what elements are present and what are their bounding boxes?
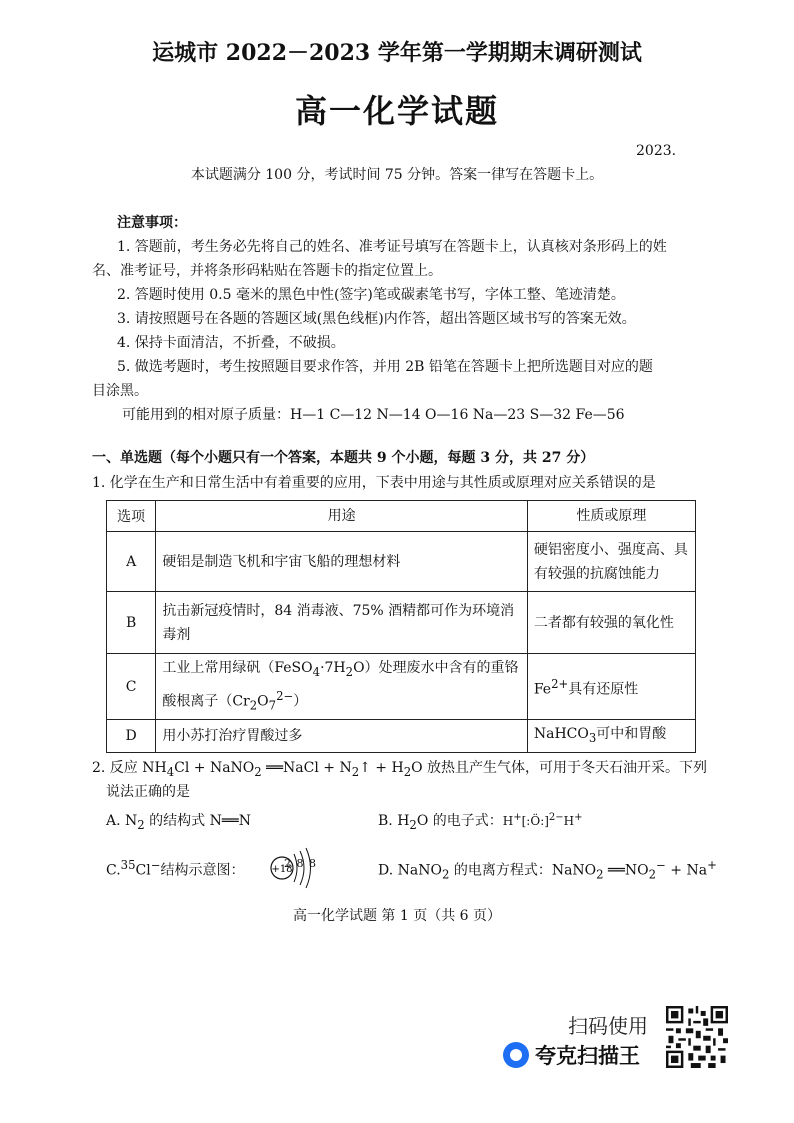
table-header-row: [107, 501, 696, 532]
exam-intro: 本试题满分 100 分，考试时间 75 分钟。答案一律写在答题卡上。: [190, 167, 604, 183]
scan-to-use-text: 扫码使用: [568, 1014, 648, 1038]
q1-stem: 1. 化学在生产和日常生活中有着重要的应用，下表中用途与其性质或原理对应关系错误的是: [92, 475, 656, 491]
notice-item-1-line-1: 1. 答题前，考生务必先将自己的姓名、准考证号填写在答题卡上，认真核对条形码上的姓: [117, 239, 667, 255]
table-row: [107, 592, 696, 654]
notice-item-5-line-2: 目涂黑。: [92, 383, 148, 399]
atomic-masses: 可能用到的相对原子质量：H—1 C—12 N—14 O—16 Na—23 S—32 Fe—56: [122, 407, 625, 423]
notice-item-1-line-2: 名、准考证号，并将条形码粘贴在答题卡的指定位置上。: [92, 263, 442, 279]
col-header-property: 性质或原理: [527, 501, 695, 532]
brand-logo-icon: [503, 1042, 529, 1068]
row-d-option: D: [107, 720, 156, 753]
brand-watermark: [503, 1040, 640, 1070]
notice-item-2: 2. 答题时使用 0.5 毫米的黑色中性(签字)笔或碳素笔书写，字体工整、笔迹清楚。: [117, 287, 625, 303]
col-header-use: 用途: [156, 501, 528, 532]
notice-item-3: 3. 请按照题号在各题的答题区域(黑色线框)内作答，超出答题区域书写的答案无效。: [117, 311, 636, 327]
q1-table: [106, 500, 696, 753]
table-row: [107, 654, 696, 720]
row-a-use: 硬铝是制造飞机和宇宙飞船的理想材料: [156, 532, 528, 592]
row-a-property: 硬铝密度小、强度高、具有较强的抗腐蚀能力: [527, 532, 695, 592]
table-row: [107, 720, 696, 753]
section-heading: 一、单选题（每个小题只有一个答案，本题共 9 个小题，每题 3 分，共 27 分）: [92, 450, 595, 466]
q2-option-d: D. NaNO$_2$ 的电离方程式：NaNO$_2$ $══NO_2^- + Na^+$: [378, 858, 717, 882]
row-b-use: 抗击新冠疫情时，84 消毒液、75% 酒精都可作为环境消毒剂: [156, 592, 528, 654]
notice-item-4: 4. 保持卡面清洁，不折叠，不破损。: [117, 335, 345, 351]
notice-item-5-line-1: 5. 做选考题时，考生按照题目要求作答，并用 2B 铅笔在答题卡上把所选题目对应的题: [117, 359, 653, 375]
row-d-use: 用小苏打治疗胃酸过多: [156, 720, 528, 753]
page-footer: 高一化学试题 第 1 页（共 6 页）: [292, 908, 502, 924]
table-row: [107, 532, 696, 592]
row-a-option: A: [107, 532, 156, 592]
row-d-property: NaHCO$_3$可中和胃酸: [527, 720, 695, 753]
subject-title: 高一化学试题: [294, 92, 499, 130]
q2-option-a: A. $N_2$ 的结构式 N══N: [106, 813, 251, 832]
row-c-property: $Fe^{2+}$具有还原性: [527, 654, 695, 720]
col-header-option: 选项: [107, 501, 156, 532]
shell-electron-counts: 2 8 8: [284, 857, 317, 870]
row-b-property: 二者都有较强的氧化性: [527, 592, 695, 654]
row-b-option: B: [107, 592, 156, 654]
exam-date: 2023.: [636, 143, 677, 159]
notice-heading: 注意事项：: [117, 215, 187, 231]
nucleus-charge: +18: [271, 864, 293, 875]
q2-option-b: B. $H_2O$ 的电子式：H+[:Ö:]$^{2-}$H+: [378, 812, 583, 832]
qr-code-icon: [666, 1006, 728, 1068]
q2-stem-line-2: 说法正确的是: [106, 784, 190, 800]
exam-title: 运城市 2022－2023 学年第一学期期末调研测试: [152, 40, 642, 66]
brand-name: 夸克扫描王: [535, 1044, 640, 1068]
row-c-use: 工业上常用绿矾$(FeSO_4\cdot 7H_2O)$处理废水中含有的重铬酸根离子$(Cr_2O_7^{2-})$: [156, 654, 528, 720]
q2-option-c: C.$^{35}$Cl−结构示意图：: [106, 858, 245, 879]
q2-stem-line-1: 2. 反应 $NH_4Cl$ + NaNO$_2$ ══NaCl + $N_2↑ + H_2O$ 放热且产生气体，可用于冬天石油开采。下列: [92, 760, 708, 779]
row-c-option: C: [107, 654, 156, 720]
